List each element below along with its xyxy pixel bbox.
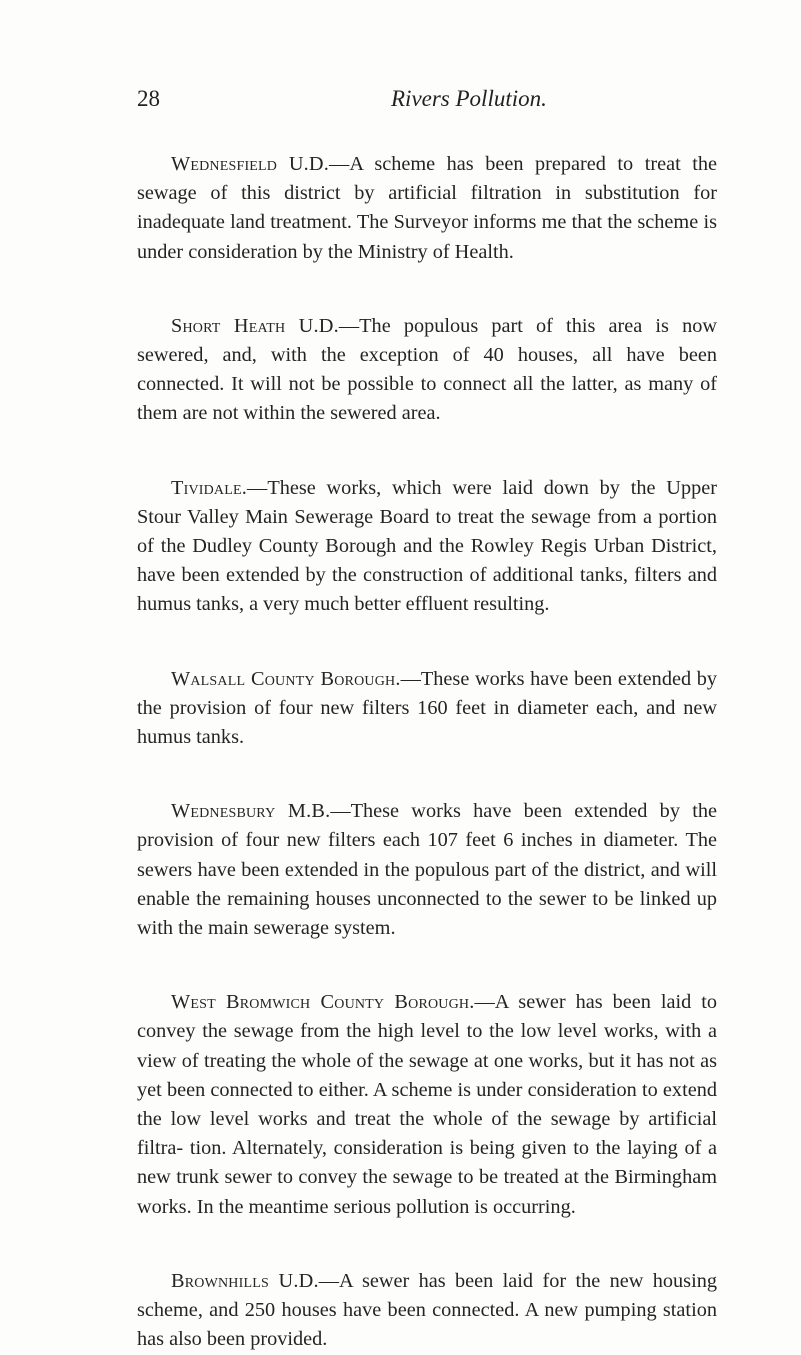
paragraph-tividale bbox=[137, 474, 717, 620]
paragraph-text: —These works have been extended by the provision of four new filters 160 feet in diameter each, and new humus tanks. bbox=[137, 667, 717, 749]
body-text bbox=[137, 150, 717, 1355]
paragraph-wednesfield bbox=[137, 150, 717, 267]
place-heading: West Bromwich County Borough. bbox=[171, 991, 475, 1014]
paragraph-brownhills bbox=[137, 1267, 717, 1355]
paragraph-text: —A scheme has been prepared to treat the sewage of this district by artificial filtration in substitution for inadequate land treatment. The Surveyor informs me that the scheme is under consideration by the Ministry of Health. bbox=[137, 153, 717, 263]
page-number: 28 bbox=[137, 86, 160, 111]
paragraph-walsall bbox=[137, 665, 717, 753]
paragraph-short-heath bbox=[137, 312, 717, 429]
paragraph-wednesbury bbox=[137, 797, 717, 943]
paragraph-west-bromwich bbox=[137, 988, 717, 1222]
place-heading: Tividale. bbox=[171, 476, 248, 499]
place-heading: Walsall County Borough. bbox=[171, 667, 401, 690]
paragraph-text: —A sewer has been laid for the new housing scheme, and 250 houses have been connected. A new pumping station has also been provided. bbox=[137, 1269, 717, 1351]
place-heading: Short Heath U.D. bbox=[171, 314, 339, 337]
place-heading: Wednesbury M.B. bbox=[171, 800, 331, 823]
paragraph-text: —These works, which were laid down by the Upper Stour Valley Main Sewerage Board to treat the sewage from a portion of the Dudley County Borough and the Rowley Regis Urban District, have been extended by the construction of additional tanks, filters and humus tanks, a very much better effluent resulting. bbox=[137, 476, 717, 616]
paragraph-text: —The populous part of this area is now sewered, and, with the exception of 40 houses, all have been connected. It will not be possible to connect all the latter, as many of them are not within the sewered area. bbox=[137, 314, 717, 425]
running-title: Rivers Pollution. bbox=[391, 86, 547, 111]
page-header bbox=[137, 86, 717, 118]
paragraph-text: —These works have been extended by the provision of four new filters each 107 feet 6 inches in diameter. The sewers have been extended in the populous part of the district, and will enable the remaining houses unconnected to the sewer to be linked up with the main sewerage system. bbox=[137, 800, 717, 940]
place-heading: Wednesfield U.D. bbox=[171, 153, 330, 175]
place-heading: Brownhills U.D. bbox=[171, 1269, 319, 1292]
paragraph-text: —A sewer has been laid to convey the sewage from the high level to the low level works, with a view of treating the whole of the sewage at one works, but it has not as yet been connected to either. A scheme is under consideration to extend the low level works and treat the whole of the sewage by artificial filtra- tion. Alternately, consideration is being given to the laying of a new trunk sewer to convey the sewage to be treated at the Birmingham works. In the meantime serious pollution is occurring. bbox=[137, 991, 717, 1218]
